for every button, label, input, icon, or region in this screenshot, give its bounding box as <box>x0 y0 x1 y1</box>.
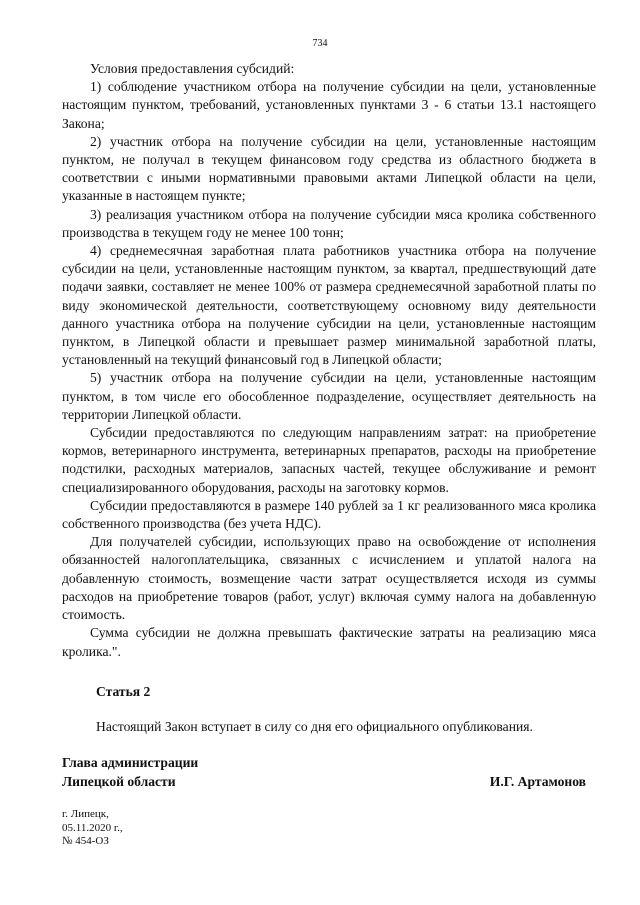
document-body <box>62 60 596 661</box>
signatory-title-line2: Липецкой области <box>62 774 176 789</box>
meta-city: г. Липецк, <box>62 808 109 820</box>
meta-law-number: № 454-ОЗ <box>62 835 109 847</box>
paragraph-condition-5: 5) участник отбора на получение субсидии на цели, установленные настоящим пунктом, в том числе его обособленное подразделение, осуществляет деятельность на территории Липецкой области. <box>62 370 596 422</box>
paragraph-condition-4: 4) среднемесячная заработная плата работников участника отбора на получение субсидии на цели, установленные настоящим пунктом, за квартал, предшествующий дате подачи заявки, составляет не менее 100% от размера среднемесячной заработной платы по виду экономической деятельности, соответствующему основному виду деятельности данного участника отбора на получение субсидии на цели, установленные настоящим пунктом, в Липецкой области и превышает размер минимальной заработной платы, установленный на текущий финансовый год в Липецкой области; <box>62 243 596 368</box>
paragraph-subsidy-rate: Субсидии предоставляются в размере 140 рублей за 1 кг реализованного мяса кролика собственного производства (без учета НДС). <box>62 497 596 532</box>
article-text: Настоящий Закон вступает в силу со дня его официального опубликования. <box>96 719 533 734</box>
document-meta <box>62 808 123 849</box>
page-number: 734 <box>312 38 328 49</box>
paragraph-subsidy-limit: Сумма субсидии не должна превышать фактические затраты на реализацию мяса кролика.". <box>62 625 596 659</box>
meta-date: 05.11.2020 г., <box>62 821 123 834</box>
signature-row <box>62 772 586 791</box>
paragraph-condition-1: 1) соблюдение участником отбора на получение субсидии на цели, установленные настоящим пунктом, требований, установленных пунктами 3 - 6 статьи 13.1 настоящего Закона; <box>62 79 596 131</box>
signatory-title-line1: Глава администрации <box>62 755 199 770</box>
paragraph-expense-directions: Субсидии предоставляются по следующим направлениям затрат: на приобретение кормов, ветеринарного инструмента, ветеринарных препаратов, расходы на приобретение подстилки, расходных материалов, запасных частей, текущее обслуживание и ремонт специализированного оборудования, расходы на заготовку кормов. <box>62 425 596 495</box>
paragraph-vat-exemption: Для получателей субсидии, использующих право на освобождение от исполнения обязанностей налогоплательщика, связанных с исчислением и уплатой налога на добавленную стоимость, возмещение части затрат осуществляется исходя из суммы расходов на приобретение товаров (работ, услуг) включая сумму налога на добавленную стоимость. <box>62 534 596 623</box>
paragraph-condition-2: 2) участник отбора на получение субсидии на цели, установленные настоящим пунктом, не получал в текущем финансовом году средства из областного бюджета в соответствии с иными нормативными правовыми актами Липецкой области на цели, указанные в настоящем пункте; <box>62 133 596 204</box>
article-heading: Статья 2 <box>96 684 151 699</box>
signatory-name: И.Г. Артамонов <box>489 774 586 789</box>
paragraph-condition-3: 3) реализация участником отбора на получение субсидии мяса кролика собственного производства в текущем году не менее 100 тонн; <box>62 206 596 240</box>
paragraph-conditions-heading: Условия предоставления субсидий: <box>90 61 295 76</box>
signature-block <box>62 753 586 791</box>
